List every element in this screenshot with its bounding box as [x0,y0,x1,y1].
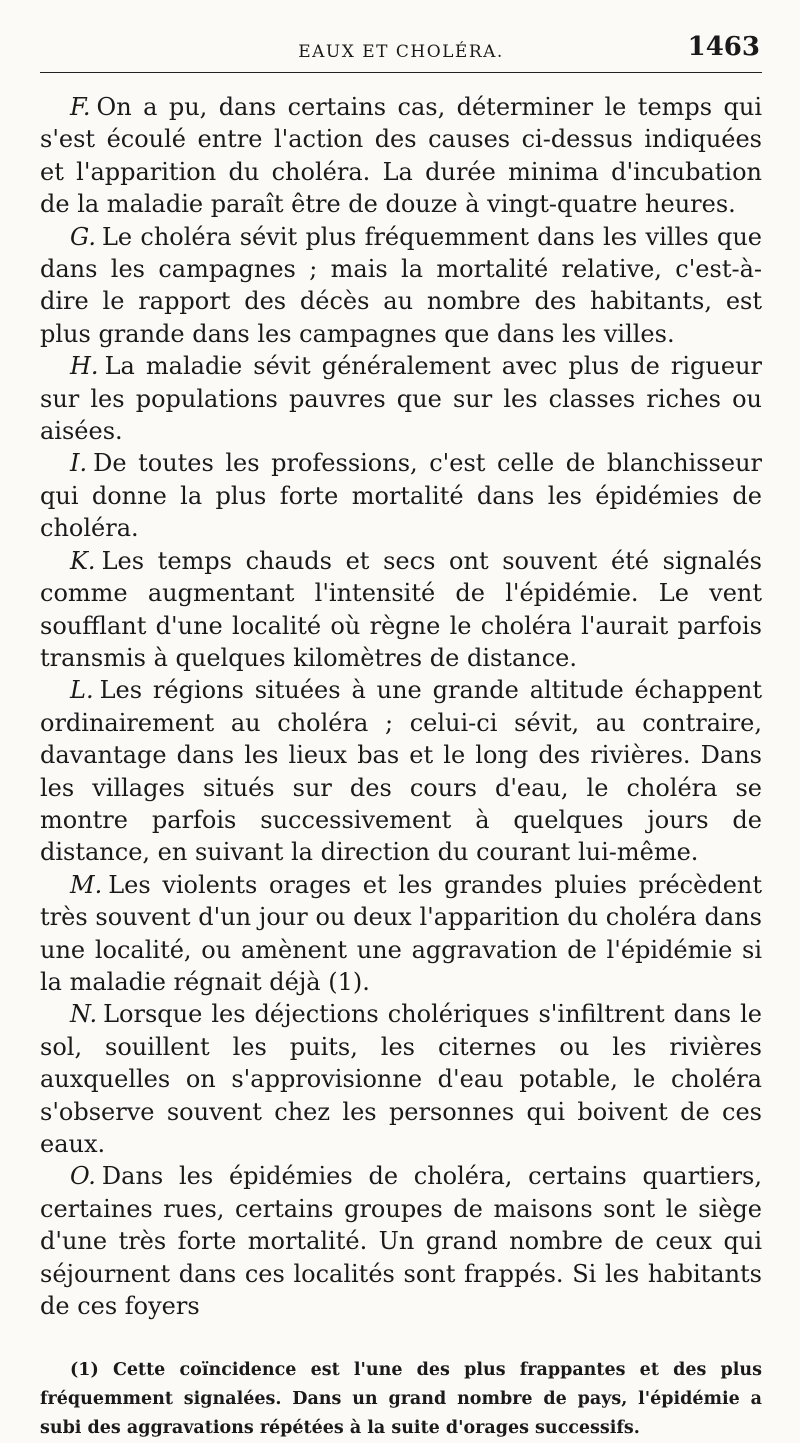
page-number: 1463 [687,32,760,62]
body-text [40,91,762,1322]
paragraph-text: Dans les épidémies de choléra, certains quartiers, certaines rues, certains groupes de maisons sont le siège d'une très forte mortalité. Un grand nombre de ceux qui séjournent dans ces localités sont frappés. Si les habitants de ces foyers [40,1162,762,1321]
paragraph-letter: H. [70,352,99,381]
footnote: (1) Cette coïncidence est l'une des plus frappantes et des plus fréquemment signalées. Dans un grand nombre de pays, l'épidémie a subi des aggravations répétées à la suite d'orages successifs. [40,1360,762,1439]
paragraph-f [40,91,762,221]
paragraph-text: Lorsque les déjections cholériques s'infiltrent dans le sol, souillent les puits, les citernes ou les rivières auxquelles on s'approvisionne d'eau potable, le choléra s'observe souvent chez les personnes qui boivent de ces eaux. [40,1000,762,1158]
paragraph-m [40,869,762,999]
paragraph-letter: K. [70,546,96,575]
paragraph-h [40,350,762,447]
paragraph-o [40,1160,762,1322]
running-title: EAUX ET CHOLÉRA. [298,42,504,62]
paragraph-n [40,998,762,1160]
paragraph-k [40,545,762,675]
paragraph-text: Les régions situées à une grande altitude échappent ordinairement au choléra ; celui-ci sévit, au contraire, davantage dans les lieux bas et le long des rivières. Dans les villages situés sur des cours d'eau, le choléra se montre parfois successivement à quelques jours de distance, en suivant la direction du courant lui-même. [40,676,762,867]
paragraph-text: Les temps chauds et secs ont souvent été signalés comme augmentant l'intensité de l'épidémie. Le vent soufflant d'une localité où règne le choléra l'aurait parfois transmis à quelques kilomètres de distance. [40,546,762,672]
paragraph-text: La maladie sévit généralement avec plus de rigueur sur les populations pauvres que sur les classes riches ou aisées. [40,352,762,446]
paragraph-letter: O. [70,1162,96,1191]
paragraph-g [40,221,762,351]
paragraph-l [40,674,762,868]
paragraph-text: On a pu, dans certains cas, déterminer le temps qui s'est écoulé entre l'action des causes ci-dessus indiquées et l'apparition du choléra. La durée minima d'incubation de la maladie paraît être de douze à vingt-quatre heures. [40,93,762,219]
paragraph-i [40,447,762,544]
paragraph-letter: I. [70,449,88,478]
paragraph-text: De toutes les professions, c'est celle de blanchisseur qui donne la plus forte mortalité dans les épidémies de choléra. [40,449,762,543]
paragraph-letter: L. [70,676,94,705]
paragraph-letter: F. [70,93,91,121]
page-header [40,28,762,73]
paragraph-text: Les violents orages et les grandes pluies précèdent très souvent d'un jour ou deux l'apparition du choléra dans une localité, ou amènent une aggravation de l'épidémie si la maladie régnait déjà (1). [40,870,762,996]
page [40,28,762,1443]
paragraph-letter: N. [70,1000,98,1029]
paragraph-letter: G. [70,222,96,251]
paragraph-letter: M. [70,870,103,899]
paragraph-text: Le choléra sévit plus fréquemment dans les villes que dans les campagnes ; mais la mortalité relative, c'est-à-dire le rapport des décès au nombre des habitants, est plus grande dans les campagnes que dans les villes. [40,222,762,348]
